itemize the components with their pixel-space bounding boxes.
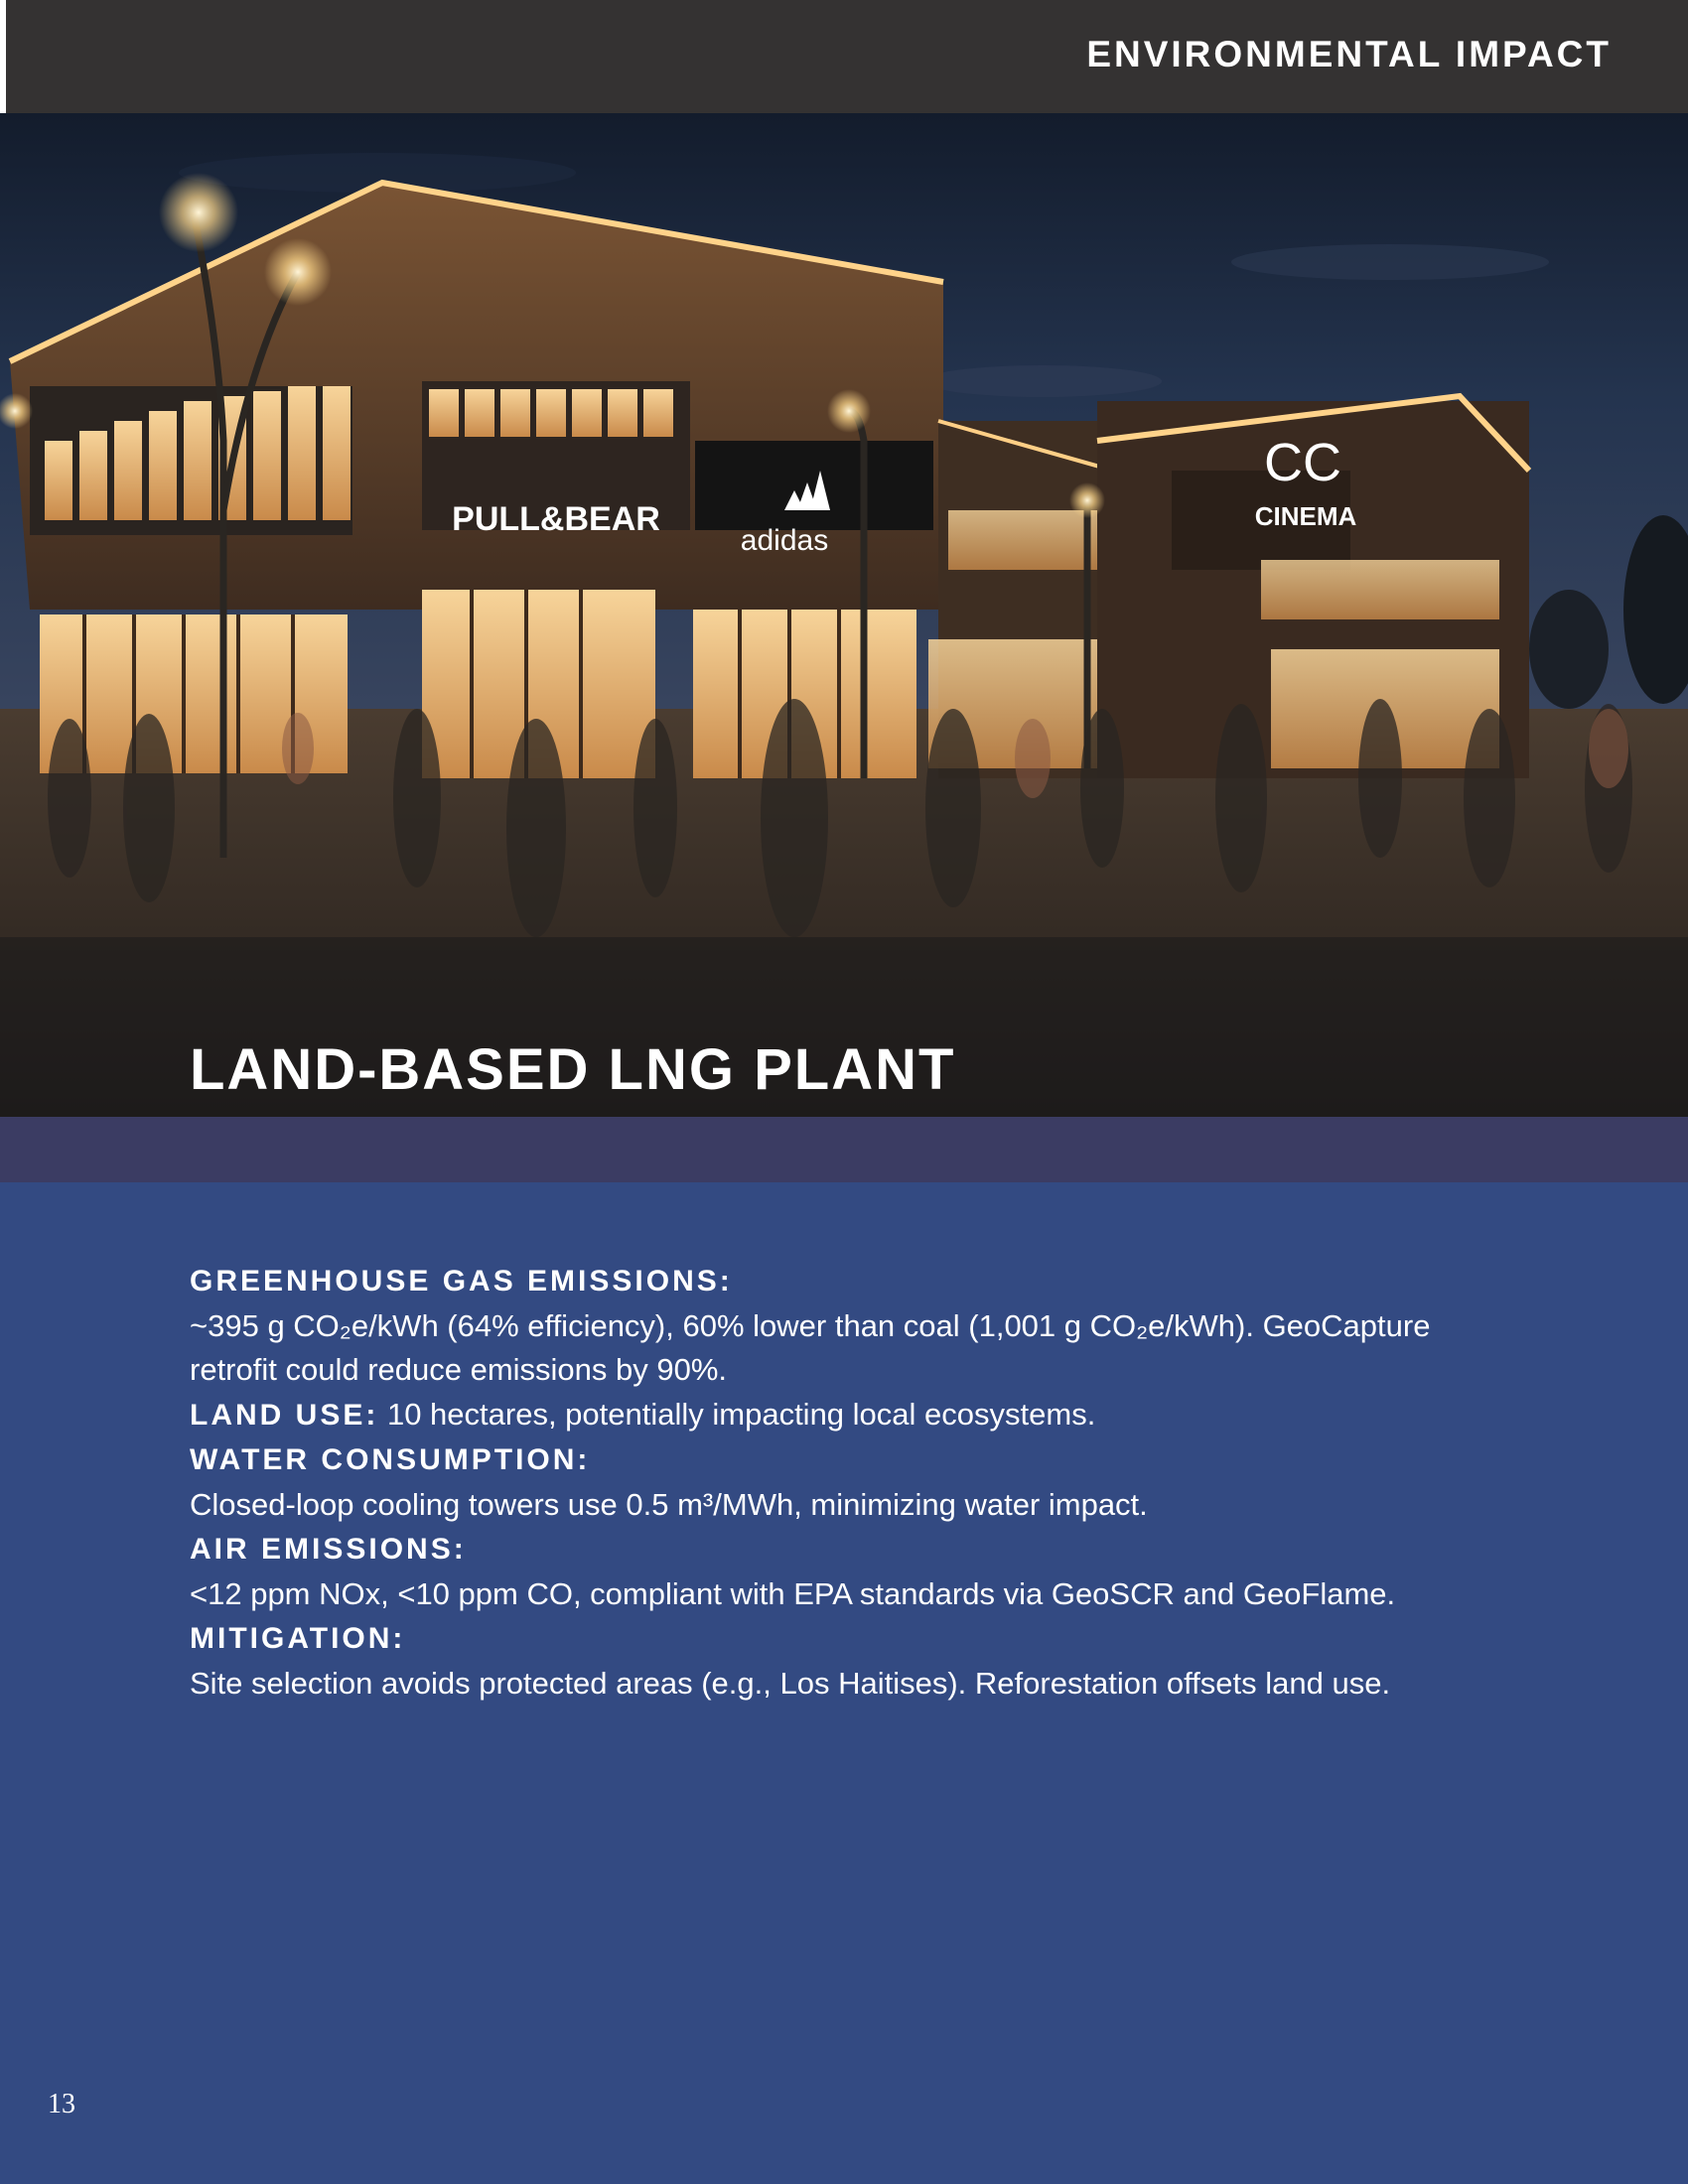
divider-strip <box>0 1117 1688 1182</box>
water-label: WATER CONSUMPTION: <box>190 1443 591 1476</box>
water-heading <box>190 1437 1560 1483</box>
air-text: <12 ppm NOx, <10 ppm CO, compliant with EPA standards via GeoSCR and GeoFlame. <box>190 1575 1396 1611</box>
water-text: Closed-loop cooling towers use 0.5 m³/MWh, minimizing water impact. <box>190 1486 1148 1522</box>
impact-details <box>190 1259 1560 1706</box>
mitigation-text: Site selection avoids protected areas (e.g., Los Haitises). Reforestation offsets land use. <box>190 1665 1391 1701</box>
ghg-text-line-1: ~395 g CO₂e/kWh (64% efficiency), 60% lower than coal (1,001 g CO₂e/kWh). GeoCapture <box>190 1307 1431 1343</box>
ghg-label: GREENHOUSE GAS EMISSIONS: <box>190 1265 733 1297</box>
section-label: ENVIRONMENTAL IMPACT <box>1086 34 1612 74</box>
air-heading <box>190 1527 1560 1572</box>
section-header-bar <box>6 0 1688 113</box>
cinema-sign: CINEMA <box>1254 501 1357 531</box>
ghg-heading <box>190 1259 1560 1304</box>
store-sign-pullbear: PULL&BEAR <box>452 500 660 538</box>
hero-photo <box>0 113 1688 1117</box>
land-use-label: LAND USE: <box>190 1398 379 1432</box>
cinema-sign-logo: CC <box>1264 433 1341 492</box>
mitigation-heading <box>190 1616 1560 1662</box>
store-sign-adidas: adidas <box>740 524 829 557</box>
ghg-text-line-2: retrofit could reduce emissions by 90%. <box>190 1352 728 1387</box>
page-title: LAND-BASED LNG PLANT <box>190 1037 956 1102</box>
page-number: 13 <box>48 2089 75 2119</box>
land-use-row <box>190 1393 1560 1438</box>
land-use-text: 10 hectares, potentially impacting local ecosystems. <box>378 1396 1096 1432</box>
air-label: AIR EMISSIONS: <box>190 1533 467 1566</box>
mitigation-label: MITIGATION: <box>190 1622 406 1655</box>
